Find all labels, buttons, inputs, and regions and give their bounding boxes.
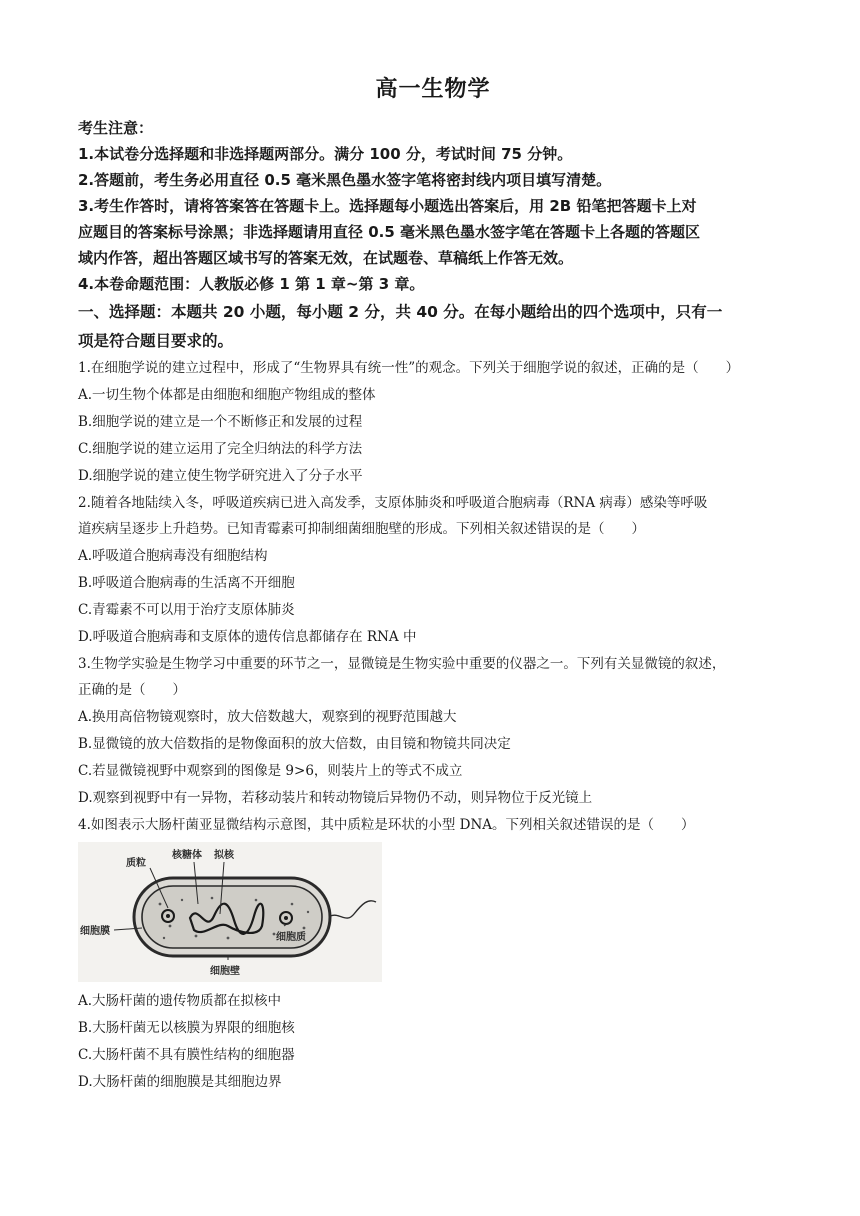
plasmid-core: [166, 914, 170, 918]
notice-heading: 考生注意：: [78, 119, 154, 137]
bacterium-diagram: [78, 842, 382, 982]
label-nucleoid: 拟核: [214, 850, 234, 861]
option-a: A.换用高倍物镜观察时，放大倍数越大，观察到的视野范围越大: [78, 708, 457, 725]
notice-line: 应题目的答案标号涂黑；非选择题请用直径 0.5 毫米黑色墨水签字笔在答题卡上各题的答题区: [78, 223, 701, 241]
notice-line: 3.考生作答时，请将答案答在答题卡上。选择题每小题选出答案后，用 2B 铅笔把答题卡上对: [78, 197, 697, 215]
option-d: D.细胞学说的建立使生物学研究进入了分子水平: [78, 467, 363, 484]
notice-line: 1.本试卷分选择题和非选择题两部分。满分 100 分，考试时间 75 分钟。: [78, 145, 573, 163]
option-d: D.呼吸道合胞病毒和支原体的遗传信息都储存在 RNA 中: [78, 628, 417, 645]
question-4: [78, 812, 788, 1097]
label-ribosome: 核糖体: [172, 850, 202, 861]
option-d: D.观察到视野中有一异物，若移动装片和转动物镜后异物仍不动，则异物位于反光镜上: [78, 789, 593, 806]
option-b: B.呼吸道合胞病毒的生活离不开细胞: [78, 574, 295, 591]
exam-page: [78, 72, 788, 1096]
section-heading: 项是符合题目要求的。: [78, 332, 234, 350]
option-c: C.若显微镜视野中观察到的图像是 9>6，则装片上的等式不成立: [78, 762, 463, 779]
label-membrane: 细胞膜: [80, 926, 110, 937]
notice-line: 4.本卷命题范围：人教版必修 1 第 1 章~第 3 章。: [78, 275, 425, 293]
notice-line: 2.答题前，考生务必用直径 0.5 毫米黑色墨水签字笔将密封线内项目填写清楚。: [78, 171, 612, 189]
question-stem: 3.生物学实验是生物学习中重要的环节之一，显微镜是生物实验中重要的仪器之一。下列有关显微镜的叙述，: [78, 655, 726, 672]
section-heading: 一、选择题：本题共 20 小题，每小题 2 分，共 40 分。在每小题给出的四个选项中，只有一: [78, 303, 723, 321]
question-2: [78, 490, 788, 651]
question-stem: 道疾病呈逐步上升趋势。已知青霉素可抑制细菌细胞壁的形成。下列相关叙述错误的是（ ）: [78, 521, 645, 537]
notice-line: 域内作答，超出答题区域书写的答案无效，在试题卷、草稿纸上作答无效。: [78, 249, 574, 267]
option-b: B.细胞学说的建立是一个不断修正和发展的过程: [78, 413, 363, 430]
option-c: C.细胞学说的建立运用了完全归纳法的科学方法: [78, 440, 363, 457]
option-a: A.大肠杆菌的遗传物质都在拟核中: [78, 993, 282, 1009]
exam-title: 高一生物学: [375, 76, 491, 102]
option-c: C.青霉素不可以用于治疗支原体肺炎: [78, 601, 295, 618]
option-b: B.显微镜的放大倍数指的是物像面积的放大倍数，由目镜和物镜共同决定: [78, 735, 511, 752]
option-d: D.大肠杆菌的细胞膜是其细胞边界: [78, 1074, 282, 1090]
question-stem: 正确的是（ ）: [78, 682, 186, 698]
label-plasmid: 质粒: [126, 858, 146, 869]
question-stem: 4.如图表示大肠杆菌亚显微结构示意图，其中质粒是环状的小型 DNA。下列相关叙述错误的是（ ）: [78, 816, 695, 833]
question-stem: 2.随着各地陆续入冬，呼吸道疾病已进入高发季，支原体肺炎和呼吸道合胞病毒（RNA 病毒）感染等呼吸: [78, 494, 708, 511]
bacterium-diagram-svg: [78, 842, 382, 982]
question-1: [78, 355, 788, 490]
label-cytoplasm: 细胞质: [276, 932, 306, 943]
question-3: [78, 651, 788, 812]
option-a: A.一切生物个体都是由细胞和细胞产物组成的整体: [78, 386, 376, 403]
plasmid-core: [284, 916, 288, 920]
option-a: A.呼吸道合胞病毒没有细胞结构: [78, 547, 268, 564]
option-b: B.大肠杆菌无以核膜为界限的细胞核: [78, 1020, 295, 1036]
question-stem: 1.在细胞学说的建立过程中，形成了“生物界具有统一性”的观念。下列关于细胞学说的叙述，正确的是（ ）: [78, 360, 740, 376]
label-wall: 细胞壁: [210, 966, 240, 977]
option-c: C.大肠杆菌不具有膜性结构的细胞器: [78, 1047, 295, 1063]
